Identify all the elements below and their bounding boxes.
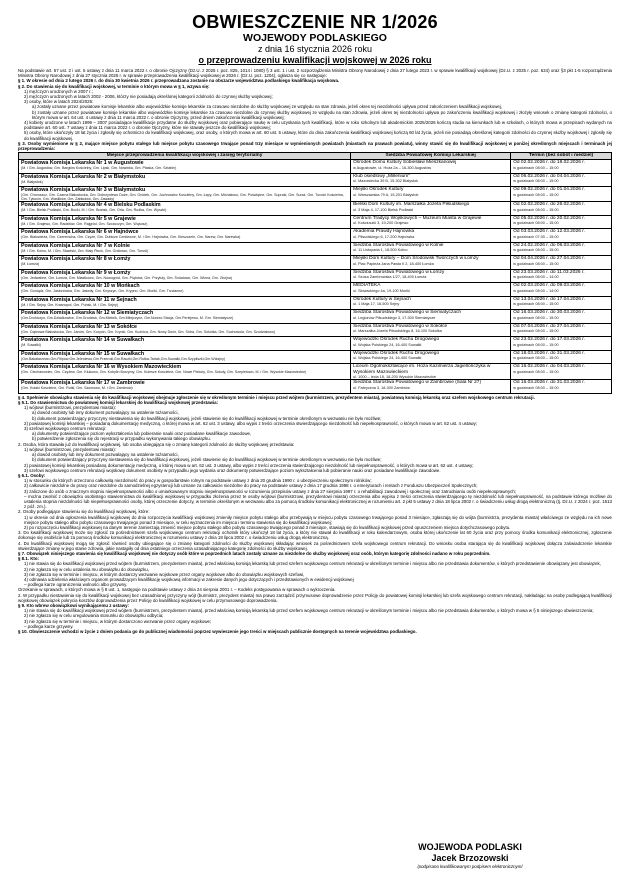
cell-term [511, 364, 612, 380]
paragraph-line: § 8.1. Kto: [18, 556, 39, 562]
table-row [19, 380, 612, 394]
term-hours: w godzinach 08:00 – 15:00 [513, 369, 559, 374]
paragraphs-4-5 [18, 395, 612, 473]
paragraph-line: 2) całkowicie niezdolne do pracy oraz niezdolne do samodzielnej egzystencji lub uznane za całkowicie niezdolne do pracy na podstawie ustawy z dnia 17 grudnia 1998 r. o emeryturach i rentach z Funduszu Ubezpieczeń Społecznych; [24, 483, 478, 489]
column-header-place: Miejsce przeprowadzenia kwalifikacji wojskowej i zasięg terytorialny [19, 153, 351, 160]
seat-name: Liceum Ogólnokształcące im. Hoża Kazimierza Jagiellończyka w Wysokiem Mazowieckiem [353, 364, 491, 375]
commission-name: Powiatowa Komisja Lekarska Nr 13 w Sokółce [21, 323, 137, 330]
paragraph-line: 2) powiatowej komisji lekarskiej – posiadaną dokumentację medyczną, o której mowa w art. 62 ust. 3 ustawy, albo wypis z treści orzeczenia stwierdzającego niezdolność lub niepełnosprawność, o których mowa w art. 62 ust. 4 ustawy; [24, 420, 478, 426]
seat-address: ul. Wojska Polskiego 24, 16-400 Suwałki [353, 342, 422, 347]
term-dates: Od 18.03.2026 r. do 31.03.2026 r. [513, 350, 585, 356]
commission-name: Powiatowa Komisja Lekarska Nr 14 w Suwałkach [21, 337, 145, 344]
cell-commission [19, 215, 351, 229]
seat-name: Siedziba Starostwa Powiatowego w Siemiatyczach [353, 310, 462, 316]
paragraph-line: – podlega karze grzywny. [24, 623, 74, 629]
table-row [19, 215, 612, 229]
paragraph-line: 4. Do kwalifikacji wojskowej mogą się zgłosić również osoby ubiegające się o zmianę kategorii zdolności do służby wojskowej składając wniosek za pośrednictwem szefa wojskowego centrum rekrutacji. Do wniosku osoba starająca się do kwalifikacji wojskowej dołącza zaświadczenie lekarskie stwierdzające zmianę w jego stanie zdrowia, jakie nastąpiły od dnia ostatniego orzeczenia uzasadniającego kategorię zdolności do służby wojskowej. [18, 540, 612, 551]
table-row [19, 283, 612, 297]
commission-name: Powiatowa Komisja Lekarska Nr 9 w Łomży [21, 269, 131, 276]
seat-name: Siedziba Starostwa Powiatowego w Sokółce [353, 323, 448, 329]
commission-area: (Gm. Choroszcz, Gm. Czarna Białostocka, Gm. Dobrzyniewo Duże, Gm. Gródek, Gm. Juchnowiec Kościelny, Gm. Łapy, Gm. Michałowo, Gm. Poświętne, Gm. Supraśl, Gm. Suraż, Gm. Turośń Kościelna, Gm. Tykocin, Gm. Wasilków, Gm. Zabłudów, Gm. Zawady) [21, 193, 344, 202]
paragraph-line: § 10. Obwieszczenie wchodzi w życie z dniem podania go do publicznej wiadomości poprzez wywieszenie jego treści w miejscach publicznie dostępnych na terenie województwa podlaskiego. [18, 629, 417, 634]
term-dates: Od 16.03.2026 r. do 31.03.2026 r. [513, 380, 585, 386]
seat-address: ul. 1000 – lecia 18, 18-200 Wysokie Mazowieckie [353, 375, 436, 380]
commission-area: (M. i Gm. Sejny, Gm. Krasnopol, Gm. Puńsk, M. i Gm. Sejny) [21, 302, 118, 307]
cell-term [511, 350, 612, 364]
term-dates: Od 23.03.2026 r. do 11.03.2026 r. [513, 269, 585, 275]
cell-commission [19, 269, 351, 283]
commission-name: Powiatowa Komisja Lekarska Nr 15 w Suwałkach [21, 350, 145, 357]
paragraph-line: 2. Osoba, która stawała już do kwalifikacji wojskowej, lub osoba ubiegająca się o zmianę kategorii zdolności do służby wojskowej przedstawia: [18, 441, 295, 447]
term-hours: w godzinach 08:00 – 15:00 [513, 342, 559, 347]
paragraph-line: b) potwierdzenie zgłoszenia się do rejestracji w przypadku wykonywania takiego obowiązku. [32, 436, 211, 442]
commission-area: (M. Białystok) [21, 179, 43, 184]
seat-name: Siedziba Starostwa Powiatowego w Zambrowie (Sala Nr 27) [353, 380, 482, 386]
term-dates: Od 09.02.2026 r. do 01.04.2026 r. [513, 187, 585, 193]
commission-name: Powiatowa Komisja Lekarska Nr 1 w Augustowie [21, 160, 144, 167]
cell-commission [19, 242, 351, 256]
table-row [19, 173, 612, 187]
cell-commission [19, 380, 351, 394]
cell-term [511, 160, 612, 174]
term-dates: Od 05.02.2026 r. do 20.02.2026 r. [513, 215, 585, 221]
commission-area: (M. i Gm. Kolno, M. i Gm. Stawiski, Gm. Mały Płock, Gm. Grabowo, Gm. Turośl) [21, 248, 148, 253]
term-dates: Od 13.04.2026 r. do 17.04.2026 r. [513, 296, 585, 302]
cell-commission [19, 337, 351, 351]
paragraph-line: 3) zaliczone do osób o znacznym stopniu niepełnosprawności albo o umiarkowanym stopniu niepełnosprawności w rozumieniu przepisów ustawy z dnia 27 sierpnia 1997 r. o rehabilitacji zawodowej i społecznej oraz zatrudnianiu osób niepełnosprawnych; [24, 488, 517, 494]
paragraph-line: 2) powiatowej komisji lekarskiej posiadaną dokumentację medyczną, o której mowa w art. 62 ust. 3 ustawy, albo wypis z treści orzeczenia stwierdzającego niezdolność lub niepełnosprawność, o których mowa w art. 62 ust. 4 ustawy; [24, 462, 474, 468]
cell-commission [19, 256, 351, 270]
paragraph-line: a) dowód osobisty lub inny dokument pozwalający na ustalenie tożsamości, [32, 452, 179, 458]
seat-address: ul. 3 Maja 4, 17-100 Bielsk Podlaski [353, 207, 414, 212]
paragraph-line: b) zostały uznane przez powiatowe komisje lekarskie albo wojewódzkie komisje lekarskie za czasowo niezdolne do czynnej służby wojskowej ze względu na stan zdrowia, jeżeli okres tej niezdolności upływa po zakończeniu kwalifikacji wojskowej i złożyły wniosek o zmianę kategorii zdolności, o którym mowa w art. 64 ust. 4 ustawy z dnia 11 marca 2022 r. o obronie Ojczyzny, przed dniem zakończenia kwalifikacji wojskowej; [32, 109, 612, 120]
seat-address: ul. Wojska Polskiego 24, 16-400 Suwałki [353, 356, 422, 361]
term-hours: w godzinach 08:00 – 15:00 [513, 207, 559, 212]
schedule-table [18, 152, 612, 394]
cell-commission [19, 364, 351, 380]
table-row [19, 187, 612, 202]
seat-address: ul. Fabryczna 3, 18-300 Zambrów [353, 385, 410, 390]
paragraph-line: 1) mężczyzn urodzonych w 2007 r.; [24, 88, 93, 94]
cell-term [511, 256, 612, 270]
cell-seat [351, 380, 511, 394]
seat-address: ul. Warszawska 79 A, 15-201 Białystok [353, 192, 419, 197]
commission-name: Powiatowa Komisja Lekarska Nr 12 w Siemiatyczach [21, 310, 154, 317]
seat-address: ul. Marszałka Józefa Piłsudskiego 8, 16-100 Sokółka [353, 329, 442, 334]
paragraph-line: § 7. Obowiązek niniejszego stawienia się kwalifikacji wojskowej nie dotyczy osób które w poprzednich latach zostały uznane za niezdolne do służby wojskowej oraz osób, którym kategorię zdolności nadano w roku poprzednim. [18, 550, 491, 556]
paragraph-line: – można zwolnić z obowiązku osobistego stawiennictwa do kwalifikacji wojskowej w przypadku złożenia przez te osoby wójtowi (burmistrzowi, prezydentowi miasta) orzeczenia albo wypisu z treści orzeczenia stwierdzającego tę niezdolność lub niepełnosprawność, na podstawie którego możliwe do ustalenia stopnia niezdolności lub niepełnosprawności osoby, której orzeczenie dotyczy, w terminie określonym w wezwaniu albo za pomocą środków komunikacji elektronicznej w rozumieniu art. 2 pkt 5 ustawy z dnia 18 lipca 2002 r. o świadczeniu usług drogą elektroniczną (tj. Dz.U. z 2024 r. poz. 1513 z póź. zm.). [24, 493, 612, 510]
paragraph-line: a) zostały uznane przez powiatowe komisje lekarskie albo wojewódzkie komisje lekarskie za czasowo niezdolne do służby wojskowej ze względu na stan zdrowia, jeżeli okres tej niezdolności upływa przed zakończeniem kwalifikacji wojskowej, [32, 104, 503, 110]
term-hours: w godzinach 08:00 – 15:00 [513, 165, 559, 170]
seat-address: ul. Kościuszki 3, 19-200 Grajewo [353, 221, 409, 226]
cell-commission [19, 187, 351, 202]
paragraph-line: 2) nie zgłasza się w celu uregulowania stosunku do obowiązku odbycia; [24, 613, 164, 619]
commission-area: (Gm. Jedwabne, Gm. Łomża, Gm. Miastkowo, Gm. Nowogród, Gm. Piątnica, Gm. Przytuły, Gm. Śniadowo, Gm. Wizna, Gm. Zbójna) [21, 275, 233, 280]
cell-commission [19, 160, 351, 174]
table-row [19, 256, 612, 270]
cell-term [511, 283, 612, 297]
commission-area: (Gm. Białowieża, Gm. Czeremcha, Gm. Czyże, Gm. Dubicze Cerkiewne, M. i Gm. Hajnówka, Gm. Kleszczele, Gm. Narew, Gm. Narewka) [21, 235, 241, 240]
paragraph-line: § 2. Do stawienia się do kwalifikacji wojskowej, w terminie o którym mowa w § 1, wzywa się: [18, 83, 210, 89]
term-dates: Od 06.02.2026 r. do 04.04.2026 r. [513, 173, 585, 179]
paragraph-line: § 3. Osoby wymienione w § 2, mające miejsce pobytu stałego lub miejsce pobytu czasowego trwające ponad trzy miesiące w wymienionych powiatach (miastach na prawach powiatu), winny stawić się do kwalifikacji wojskowej w poniżej określonych miejscach i terminach jej przeprowadzenia: [18, 140, 612, 152]
seat-name: MEDIATEKA [353, 283, 381, 289]
commission-area: (M. i Gm. Bielsk Podlaski, Gm. Boćki, M. i Gm. Brańsk, Gm. Orla, Gm. Rudka, Gm. Wyszki) [21, 208, 167, 213]
seat-address: ul. 11 Listopada 1, 18-500 Kolno [353, 248, 408, 253]
paragraph-line: 1) w stosunku do których orzeczono całkowitą niezdolność do pracy w gospodarstwie rolnym na podstawie ustawy z dnia 20 grudnia 1990 r. o ubezpieczeniu społecznym rolników; [24, 478, 372, 484]
column-header-term: Termin (bez sobót i niedziel) [511, 153, 612, 160]
signature-note: /podpisano kwalifikowanym podpisem elektronicznym/ [417, 864, 523, 869]
commission-name: Powiatowa Komisja Lekarska Nr 5 w Grajewie [21, 215, 136, 222]
term-hours: w godzinach 08:00 – 15:00 [513, 261, 559, 266]
paragraph-line: § 5.1. Do stawiennictwa do powiatowej komisji lekarskiej do kwalifikacji wojskowej przedstawia: [18, 400, 219, 406]
seat-name: Klub osiedlowy „Millenium” [353, 173, 410, 179]
term-dates: Od 16.02.2026 r. do 04.03.2026 r. [513, 364, 585, 370]
table-row [19, 242, 612, 256]
cell-commission [19, 229, 351, 243]
paragraph-line: 2) po rozpoczęciu kwalifikacji wojskowej na danym terenie zamierzają zmienić miejsce pobytu stałego albo pobytu czasowego trwającego ponad 3 miesiące, stawiają się do kwalifikacji wojskowej przed opuszczeniem miejsca dotychczasowego pobytu. [24, 524, 511, 530]
commission-name: Powiatowa Komisja Lekarska Nr 7 w Kolnie [21, 242, 130, 249]
term-dates: Od 02.03.2026 r. do 09.03.2026 r. [513, 283, 585, 289]
cell-term [511, 323, 612, 337]
cell-seat [351, 296, 511, 310]
commission-area: (M. Łomża) [21, 262, 40, 267]
term-hours: w godzinach 08:00 – 15:00 [513, 302, 559, 307]
cell-term [511, 173, 612, 187]
column-header-commission-seat: Siedziba Powiatowej Komisji Lekarskiej [351, 153, 511, 160]
cell-seat [351, 364, 511, 380]
paragraph-line: 3. Do kwalifikacji wojskowej może się zgłosić za pośrednictwem szefa wojskowego centrum rekrutacji ochotnik który ukończył 18 lat życia, a który nie stawał do kwalifikacji w roku kalendarzowym, osoba której ukończenie lat 60 życia oraz przy pomocy środka komunikacji elektronicznej, zgłoszenie dokonuje się osobiście lub za pomocą środków komunikacji elektronicznej w rozumieniu ustawy z dnia 18 lipca 2002 r. o świadczeniu usług drogą elektroniczną. [18, 530, 612, 541]
term-hours: w godzinach 08:00 – 14:00 [513, 288, 559, 293]
commission-area: (Gm.Bakałarzewo,Gm.Filipów,Gm.Jeleniewo,Gm.Przerośl,Gm.Raczki,Gm.Rutka-Tartak,Gm.Suwałki,Gm.Szypliszki,Gm.Wiżajny) [21, 356, 226, 361]
paragraph-line: 1) wójtowi (burmistrzowi, prezydentowi miasta): [24, 405, 116, 411]
cell-term [511, 215, 612, 229]
cell-seat [351, 160, 511, 174]
table-row [19, 350, 612, 364]
commission-name: Powiatowa Komisja Lekarska Nr 8 w Łomży [21, 256, 131, 263]
commission-area: (M. i Gm. Augustów, Gm. Bargłów Kościelny, Gm. Lipsk, Gm. Nowinka, Gm. Płaska, Gm. Sztabin) [21, 166, 177, 171]
seat-address: ul. Plac Papieża Jana Pawła II 2, 18-400 Łomża [353, 261, 434, 266]
commission-area: (Gm. Goniądz, Gm. Jasionówka, Gm. Jaświły, Gm. Knyszyn, Gm. Krypno, Gm. Mońki, Gm. Trzcianne) [21, 289, 184, 294]
paragraphs-6-10 [18, 473, 612, 634]
seat-name: Miejski Ośrodek Kultury [353, 187, 404, 193]
table-row [19, 160, 612, 174]
cell-commission [19, 296, 351, 310]
seat-name: Centrum Tradycji Wojskowych – Muzeum Miasta w Grajewie [353, 215, 482, 221]
cell-seat [351, 202, 511, 216]
term-dates: Od 03.03.2026 r. do 12.03.2026 r. [513, 229, 585, 235]
paragraph-line: a) dowód osobisty lub inny dokument pozwalający na ustalenie tożsamości, [32, 410, 179, 416]
signature-name: Jacek Brzozowski [431, 853, 509, 863]
signature-block [360, 842, 580, 870]
document-subject: o przeprowadzeniu kwalifikacji wojskowej w 2026 roku [198, 55, 432, 65]
seat-name: Ośrodek Domu Kultury Sobiesław Mieszkanowej [353, 160, 457, 166]
cell-seat [351, 310, 511, 324]
seat-name: Siedziba Starostwa Powiatowego w Łomży [353, 269, 445, 275]
paragraph-line: 1) wójtowi (burmistrzowi, prezydentowi miasta): [24, 446, 116, 452]
cell-seat [351, 256, 511, 270]
cell-term [511, 242, 612, 256]
seat-address: w Augustowie, ul. Hoża 2a – 16-300 Augustów [353, 165, 432, 170]
seat-name: Wojewódzki Ośrodek Ruchu Drogowego [353, 350, 440, 356]
cell-commission [19, 323, 351, 337]
cell-term [511, 202, 612, 216]
paragraph-line: b) dokument potwierdzający przyczyny niestawienia się do kwalifikacji wojskowej, jeżeli stawienie się do kwalifikacji wojskowej w terminie określonym w wezwaniu nie było możliwe; [32, 457, 382, 463]
paragraph-line: 3) nie zgłasza się w terminie i miejscu, w którym dostarczono wezwanie przez organy wojskowe; [24, 618, 212, 624]
paragraph-line: 4) odmawia udzielenia właściwym organom prowadzącym kwalifikację wojskową informacji w zakresie danych jego dotyczących i przedstawionych w ewidencji wojskowej [24, 576, 354, 582]
seat-address: ul. Słowackiego 4a, 19-100 Mońki [353, 288, 410, 293]
term-hours: w godzinach 08:00 – 15:00 [513, 329, 559, 334]
cell-commission [19, 173, 351, 187]
seat-name: Siedziba Starostwa Powiatowego w Kolnie [353, 242, 444, 248]
paragraph-line: 2. W przypadku niestawienia się do kwalifikacji wojskowej bez uzasadnionej przyczyny wójt (burmistrz, prezydent miasta) ma prawo zarządzić przymusowe doprowadzenie przez Policję do powiatowej komisji lekarskiej lub szefa wojskowego centrum rekrutacji, nakładając na osobę podlegającą kwalifikacji wojskowej obowiązek pokrycia kosztów doprowadzenia przez Policję do kwalifikacji wojskowej w celu przymusowego doprowadzenia. [18, 592, 612, 603]
term-hours: w godzinach 08:00 – 15:00 [513, 248, 559, 253]
cell-term [511, 187, 612, 202]
cell-seat [351, 187, 511, 202]
paragraph-line: 1) w okresie od dnia ogłoszenia kwalifikacji wojskowej do dnia rozpoczęcia kwalifikacji wojskowej zmieniły miejsce pobytu stałego albo przebywają w miejscu pobytu czasowego trwającego ponad 3 miesiące, zgłaszają się do wójta (burmistrza, prezydenta miasta) właściwego ze względu na ich nowe miejsce pobytu stałego albo pobytu czasowego trwającego ponad 3 miesiące, w celu wyznaczenia im miejsca i terminu stawienia się do kwalifikacji wojskowej; [24, 514, 612, 525]
seat-name: Wojewódzki Ośrodek Ruchu Drogowego [353, 337, 440, 343]
commission-area: (Gm.Drohiczyn, Gm.Dziadkowice, Gm.Grodzisk, Gm.Mielnik, Gm.Milejczyce, Gm.Nurzec Stacja, Gm.Perlejewo, M. Gm. Siemiatycze) [21, 316, 234, 321]
commission-name: Powiatowa Komisja Lekarska Nr 4 w Bielsku Podlaskim [21, 202, 161, 209]
paragraphs-1-3 [18, 78, 612, 151]
cell-commission [19, 310, 351, 324]
table-row [19, 337, 612, 351]
seat-address: ul. Legionów Piłsudskiego 3, 17-300 Siemiatycze [353, 315, 436, 320]
cell-term [511, 310, 612, 324]
term-hours: w godzinach 08:00 – 15:00 [513, 315, 559, 320]
cell-term [511, 229, 612, 243]
term-dates: Od 02.02.2026 r. do 18.02.2026 r. [513, 160, 585, 166]
term-hours: w godzinach 07:30 – 15:00 [513, 234, 559, 239]
cell-commission [19, 283, 351, 297]
paragraph-line: – podlega karze ograniczenia wolności albo grzywny. [24, 582, 128, 588]
paragraph-line: § 9. Kto wbrew obowiązkowi wynikającemu z ustawy: [18, 602, 130, 608]
paragraph-line: 3) nie zgłasza się w terminie i miejscu, w którym dostarczy wezwanie wojskowe przez organy wojskowe albo do obowiązku wojskowych szefowi, [24, 571, 305, 577]
commission-name: Powiatowa Komisja Lekarska Nr 6 w Hajnówce [21, 229, 139, 236]
term-hours: w godzinach 08:00 – 15:00 [513, 179, 559, 184]
paragraph-line: a) dokumenty potwierdzające poziom wykształcenia lub pobieranie nauki oraz posiadane kwalifikacje zawodowe, [32, 431, 252, 437]
paragraph-line: 1) nie stawia się do kwalifikacji wojskowej przed wójtem (burmistrzem, prezydentem miasta), przed właściwą komisją lekarską lub przed szefem wojskowego centrum rekrutacji w określonym terminie i miejscu albo nie przedstawia dokumentów, o których przedstawienie obowiązany jest obowiązek, [24, 561, 601, 567]
paragraph-line: 5) osoby, które ukończyły 18 lat życia i zgłosiły się ochotniczo do kwalifikacji wojskowej, oraz osoby, o których mowa w art. 60 ust. 5 ustawy, które do dnia zakończenia kwalifikacji wojskowej kończą 60 lat życia, jeżeli nie posiadają określonej kategorii zdolności do czynnej służby wojskowej i zgłosiły się do kwalifikacji wojskowej. [24, 130, 612, 141]
paragraph-line: § 6.1. Osoby: [18, 472, 46, 478]
cell-seat [351, 350, 511, 364]
cell-commission [19, 350, 351, 364]
issuing-authority: WOJEWODY PODLASKIEGO [243, 32, 387, 44]
paragraph-line: b) dokument potwierdzający przyczyny niestawienia się do kwalifikacji wojskowej, jeżeli stawienie się do kwalifikacji wojskowej w terminie określonym w wezwaniu nie było możliwe; [32, 415, 382, 421]
paragraph-line: § 4. Spełnienie obowiązku stawienia się do kwalifikacji wojskowej obejmuje zgłoszenie się w określonym terminie i miejscu przed wójtem (burmistrzem, prezydentem miasta), powiatową komisją lekarską oraz szefem wojskowego centrum rekrutacji. [18, 394, 535, 400]
seat-name: Akademia Prawdy Hajnówka [353, 229, 415, 235]
commission-area: (M. i Gm. Grajewo, Gm. Radziłów, Gm. Rajgród, Gm. Szczuczyn, Gm. Wąsosz) [21, 221, 148, 226]
commission-area: (Gm. Kołaki Kościelne, Gm. Rutki, Gm. Szumowo, M. i Gm. Zambrów) [21, 386, 133, 391]
paragraph-line: 2. Osoby podlegające stawieniu się do kwalifikacji wojskowej, które: [18, 509, 150, 515]
term-dates: Od 07.04.2026 r. do 27.04.2026 r. [513, 323, 585, 329]
page-title: OBWIESZCZENIE NR 1/2026 [192, 12, 438, 32]
cell-term [511, 380, 612, 394]
paragraph-line: 3) osoby, które w latach 2024/2025: [24, 99, 94, 105]
term-dates: Od 24.02.2026 r. do 06.03.2026 r. [513, 242, 585, 248]
cell-term [511, 337, 612, 351]
term-dates: Od 16.03.2026 r. do 30.03.2026 r. [513, 310, 585, 316]
table-row [19, 364, 612, 380]
table-row [19, 296, 612, 310]
term-hours: w godzinach 08:00 – 14:00 [513, 275, 559, 280]
commission-area: (Gm. Dąbrowa Białostocka, Gm. Janów, Gm. Korycin, Gm. Krynki, Gm. Kuźnica, Gm. Nowy Dwór, Gm. Sidra, Gm. Sokółka, Gm. Suchowola, Gm. Szudziałowo) [21, 329, 276, 334]
paragraph-line: 3) szefowi wojskowego centrum rekrutacji: [24, 426, 107, 432]
commission-name: Powiatowa Komisja Lekarska Nr 11 w Sejnach [21, 296, 137, 303]
term-hours: w godzinach 08:00 – 15:00 [513, 356, 559, 361]
term-hours: w godzinach 08:00 – 15:00 [513, 192, 559, 197]
cell-seat [351, 215, 511, 229]
paragraph-line: 4) kobiety urodzone w latach 1999 – 2007 posiadające kwalifikacje przydatne do służby wojskowej oraz pobierające naukę w celu uzyskania tych kwalifikacji, które w roku szkolnym lub akademickim 2025/2026 kończą studia na kierunkach lub w szkołach, o których mowa w przepisach wydanych na podstawie art. 60 ust. 7 ustawy z dnia 11 marca 2022 r. o obronie Ojczyzny, które nie stawały jeszcze do kwalifikacji wojskowej; [24, 120, 612, 131]
commission-name: Powiatowa Komisja Lekarska Nr 16 w Wysokiem Mazowieckiem [21, 364, 182, 371]
cell-seat [351, 229, 511, 243]
commission-name: Powiatowa Komisja Lekarska Nr 10 w Mońkach [21, 283, 140, 290]
term-hours: w godzinach 08:00 – 15:00 [513, 385, 559, 390]
commission-area: (Gm. Ciechanowiec, Gm. Czyżew, Gm. Klukowo, Gm. Kobylin Borzymy, Gm. Kulesze Kościelne, Gm. Nowe Piekuty, Gm. Sokoły, Gm. Szepietowo, M. i Gm. Wysokie Mazowieckie) [21, 370, 307, 375]
intro-paragraph: Na podstawie art. 57 ust. 2 i ust. 5 ustawy z dnia 11 marca 2022 r. o obronie Ojczyzny (Dz.U. z 2025 r. poz. 825, 1014 i 1080) § 3 ust. 1 i ust. 2 rozporządzenia Ministra Obrony Narodowej z dnia 27 lutego 2023 r. w sprawie kwalifikacji wojskowej (Dz.U. z 2025 r. poz. 624) oraz §3 pkt 1-5 rozporządzenia Ministra Obrony Narodowej z dnia 27 stycznia 2025 r. w sprawie przeprowadzenia kwalifikacji wojskowej w 2026 r. (Dz.U. poz. 1204), ogłasza się co następuje: [18, 68, 612, 79]
table-row [19, 323, 612, 337]
term-hours: w godzinach 08:00 – 15:00 [513, 221, 559, 226]
document-date: z dnia 16 stycznia 2026 roku [257, 44, 373, 54]
cell-seat [351, 283, 511, 297]
table-row [19, 269, 612, 283]
cell-seat [351, 173, 511, 187]
commission-name: Powiatowa Komisja Lekarska Nr 17 w Zambrowie [21, 380, 145, 387]
cell-term [511, 269, 612, 283]
paragraph-line: 2) nie zgłasza się w celu ustalenia mu obowiązku do obowiązku, [24, 566, 149, 572]
term-dates: Od 04.04.2026 r. do 27.04.2026 r. [513, 256, 585, 262]
cell-seat [351, 242, 511, 256]
commission-area: (M. Suwałki) [21, 343, 41, 348]
cell-seat [351, 323, 511, 337]
term-dates: Od 02.02.2026 r. do 26.02.2026 r. [513, 202, 585, 208]
term-dates: Od 23.02.2026 r. do 17.03.2026 r. [513, 337, 585, 343]
table-row [19, 310, 612, 324]
cell-term [511, 296, 612, 310]
table-row [19, 202, 612, 216]
seat-name: Bielski Dom Kultury im. Marszałka Józefa Piłsudskiego [353, 202, 470, 208]
cell-seat [351, 269, 511, 283]
seat-address: ul. Piłsudskiego 6, 17-200 Hajnówka [353, 234, 415, 239]
paragraph-line: Orzekanie w sprawach, o których mowa w § 8 ust. 1, następuje na podstawie ustawy z dnia 24 sierpnia 2001 r. – Kodeks postępowania w sprawach o wykroczenia. [18, 587, 336, 593]
paragraph-line: 2) mężczyzn urodzonych w latach 2002 - 2006, którzy nie posiadają określonej kategorii zdolności do czynnej służby wojskowej; [24, 94, 273, 100]
commission-name: Powiatowa Komisja Lekarska Nr 3 w Białymstoku [21, 187, 146, 194]
seat-name: Miejski Dom Kultury – Dom Środowisk Twórczych w Łomży [353, 256, 479, 262]
seat-address: ul. Mazowiecka 39 B, 15-302 Białystok [353, 179, 419, 184]
signature-office: WOJEWODA PODLASKI [418, 842, 522, 852]
table-row [19, 229, 612, 243]
seat-address: ul. Szosa Zambrowska 1/27, 18-400 Łomża [353, 275, 427, 280]
cell-commission [19, 202, 351, 216]
paragraph-line: 1) nie stawia się do kwalifikacji wojskowej przed wójtem (burmistrzem, prezydentem miasta), przed właściwą komisją lekarską lub przed szefem wojskowego centrum rekrutacji w określonym terminie i miejscu albo nie przedstawia dokumentów, o których mowa w § 5 niniejszego obwieszczenia; [24, 608, 594, 614]
paragraph-line: 3) szefowi wojskowego centrum rekrutacji wojskowy dokument osobisty w przypadku jego wydania oraz dokumenty potwierdzające poziom wykształcenia lub pobieranie nauki oraz posiadane kwalifikacje zawodowe. [24, 467, 441, 473]
seat-address: ul. 1 Maja 17, 16-500 Sejny [353, 302, 400, 307]
commission-name: Powiatowa Komisja Lekarska Nr 2 w Białymstoku [21, 173, 146, 180]
cell-seat [351, 337, 511, 351]
seat-name: Ośrodek Kultury w Sejnach [353, 296, 411, 302]
paragraph-line: § 1. W okresie od dnia 2 lutego 2026 r. do dnia 30 kwietnia 2026 r. przeprowadzana zostanie na obszarze województwa podlaskiego kwalifikacja wojskowa. [18, 78, 340, 84]
